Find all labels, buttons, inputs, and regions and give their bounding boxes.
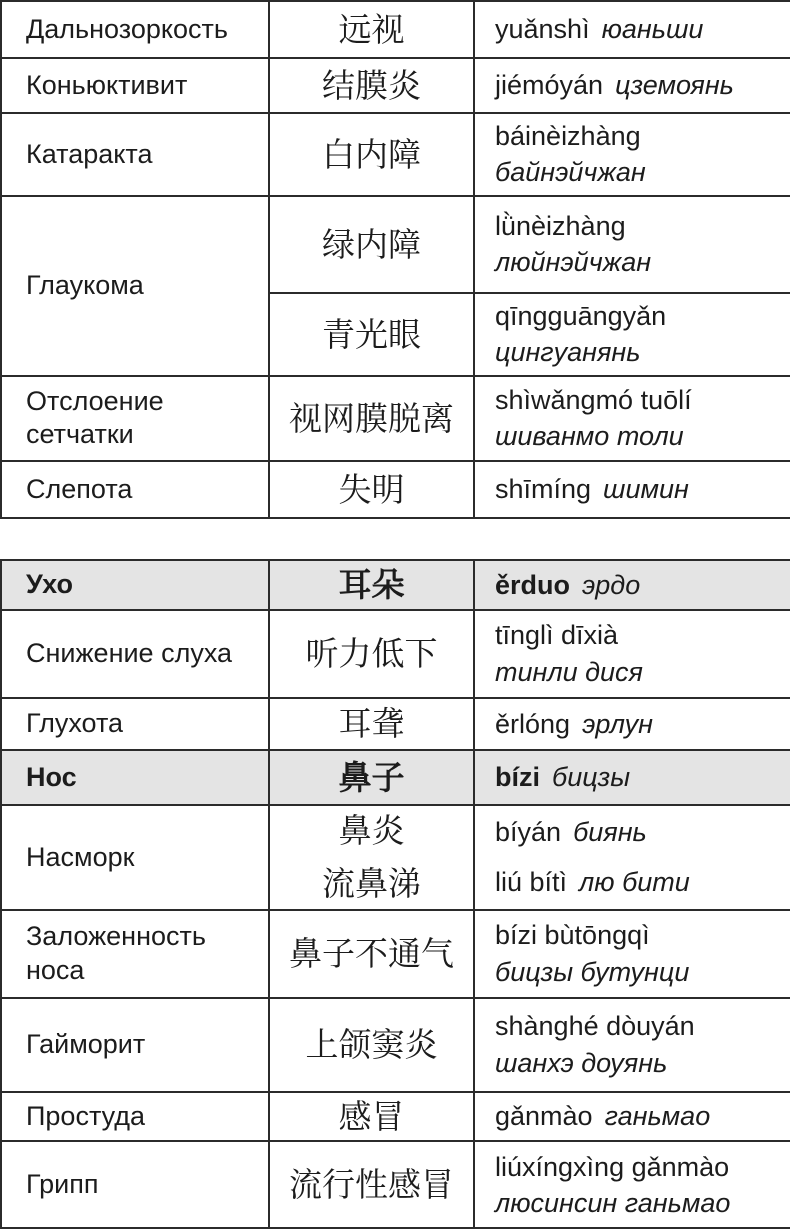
- pinyin-transliteration: [474, 560, 790, 610]
- transliteration: шимин: [603, 474, 689, 505]
- chinese-term: 结膜炎: [269, 58, 474, 113]
- pinyin: gǎnmào: [495, 1101, 593, 1132]
- russian-term: Насморк: [1, 805, 269, 910]
- pinyin-transliteration: [474, 698, 790, 750]
- chinese-term: 鼻子不通气: [269, 910, 474, 998]
- chinese-variant: 流鼻涕: [322, 865, 421, 903]
- ear-nose-table: [0, 559, 790, 1229]
- pinyin: bízi bùtōngqì: [495, 920, 650, 951]
- transliteration: эрлун: [582, 708, 654, 739]
- chinese-term: [269, 805, 474, 910]
- transliteration: люсинсин ганьмао: [495, 1187, 731, 1218]
- chinese-term: 青光眼: [269, 293, 474, 376]
- russian-term: Отслоение сетчатки: [1, 376, 269, 461]
- transliteration: бицзы бутунци: [495, 956, 690, 987]
- table-row: [1, 610, 790, 698]
- pinyin-transliteration: [474, 750, 790, 805]
- pinyin: bízi: [495, 762, 540, 793]
- transliteration: юаньши: [601, 14, 704, 45]
- chinese-term: 流行性感冒: [269, 1141, 474, 1228]
- pinyin: shìwǎngmó tuōlí: [495, 384, 692, 415]
- pinyin: shīmíng: [495, 474, 592, 505]
- table-row: [1, 805, 790, 910]
- pinyin: shànghé dòuyán: [495, 1011, 695, 1042]
- russian-term: Заложенность носа: [1, 910, 269, 998]
- transliteration: люйнэйчжан: [495, 247, 652, 278]
- transliteration: бицзы: [552, 762, 631, 793]
- pinyin-transliteration: [474, 376, 790, 461]
- table-row: [1, 1092, 790, 1142]
- table-row: [1, 910, 790, 998]
- pinyin-variant: [495, 814, 782, 850]
- table-row: [1, 998, 790, 1092]
- chinese-term: 上颌窦炎: [269, 998, 474, 1092]
- transliteration: тинли дися: [495, 656, 643, 687]
- pinyin-transliteration: [474, 910, 790, 998]
- section-header-row-nose: [1, 750, 790, 805]
- pinyin-transliteration: [474, 1, 790, 58]
- transliteration: цземоянь: [615, 70, 734, 101]
- russian-term: Ухо: [1, 560, 269, 610]
- table-gap: [0, 519, 790, 559]
- pinyin: liú bítì: [495, 867, 568, 898]
- table-row: [1, 376, 790, 461]
- pinyin-transliteration: [474, 196, 790, 293]
- pinyin-transliteration: [474, 293, 790, 376]
- table-row: [1, 698, 790, 750]
- russian-term: Грипп: [1, 1141, 269, 1228]
- table-row: [1, 1, 790, 58]
- pinyin-variant: [495, 864, 782, 900]
- pinyin-transliteration: [474, 610, 790, 698]
- transliteration: байнэйчжан: [495, 157, 646, 188]
- pinyin: báinèizhàng: [495, 121, 641, 151]
- table-row: [1, 1141, 790, 1228]
- chinese-term: 耳朵: [269, 560, 474, 610]
- russian-term: Слепота: [1, 461, 269, 518]
- chinese-term: 听力低下: [269, 610, 474, 698]
- pinyin: bíyán: [495, 816, 562, 847]
- pinyin-transliteration: [474, 805, 790, 910]
- pinyin-transliteration: [474, 461, 790, 518]
- russian-term: Коньюктивит: [1, 58, 269, 113]
- section-header-row-ear: [1, 560, 790, 610]
- transliteration: шанхэ доуянь: [495, 1047, 668, 1078]
- table-row: [1, 58, 790, 113]
- pinyin-transliteration: [474, 58, 790, 113]
- chinese-term: 远视: [269, 1, 474, 58]
- pinyin: lǜnèizhàng: [495, 210, 626, 241]
- chinese-term: 失明: [269, 461, 474, 518]
- chinese-term: 耳聋: [269, 698, 474, 750]
- transliteration: ганьмао: [604, 1101, 711, 1132]
- chinese-term: 白内障: [269, 113, 474, 196]
- table-row: [1, 196, 790, 293]
- pinyin-transliteration: [474, 1141, 790, 1228]
- chinese-term: 鼻子: [269, 750, 474, 805]
- russian-term: Снижение слуха: [1, 610, 269, 698]
- pinyin: ěrduo: [495, 569, 571, 600]
- transliteration: биянь: [573, 816, 647, 847]
- russian-term: Дальнозоркость: [1, 1, 269, 58]
- pinyin: tīnglì dīxià: [495, 620, 619, 651]
- pinyin-transliteration: [474, 113, 790, 196]
- chinese-variant: 鼻炎: [338, 811, 405, 849]
- russian-term: Глаукома: [1, 196, 269, 376]
- table-row: [1, 113, 790, 196]
- chinese-term: 感冒: [269, 1092, 474, 1142]
- russian-term: Глухота: [1, 698, 269, 750]
- russian-term: Катаракта: [1, 113, 269, 196]
- pinyin: qīngguāngyǎn: [495, 300, 667, 331]
- chinese-term: 视网膜脱离: [269, 376, 474, 461]
- pinyin: jiémóyán: [495, 70, 604, 101]
- pinyin-transliteration: [474, 1092, 790, 1142]
- eye-diseases-table: [0, 0, 790, 519]
- russian-term: Простуда: [1, 1092, 269, 1142]
- table-row: [1, 461, 790, 518]
- pinyin: liúxíngxìng gǎnmào: [495, 1151, 730, 1182]
- transliteration: шиванмо толи: [495, 421, 684, 452]
- transliteration: эрдо: [582, 569, 641, 600]
- pinyin-transliteration: [474, 998, 790, 1092]
- chinese-term: 绿内障: [269, 196, 474, 293]
- russian-term: Гайморит: [1, 998, 269, 1092]
- pinyin: yuǎnshì: [495, 14, 590, 45]
- russian-term: Нос: [1, 750, 269, 805]
- transliteration: лю бити: [579, 867, 690, 898]
- transliteration: цингуанянь: [495, 337, 641, 368]
- pinyin: ěrlóng: [495, 708, 571, 739]
